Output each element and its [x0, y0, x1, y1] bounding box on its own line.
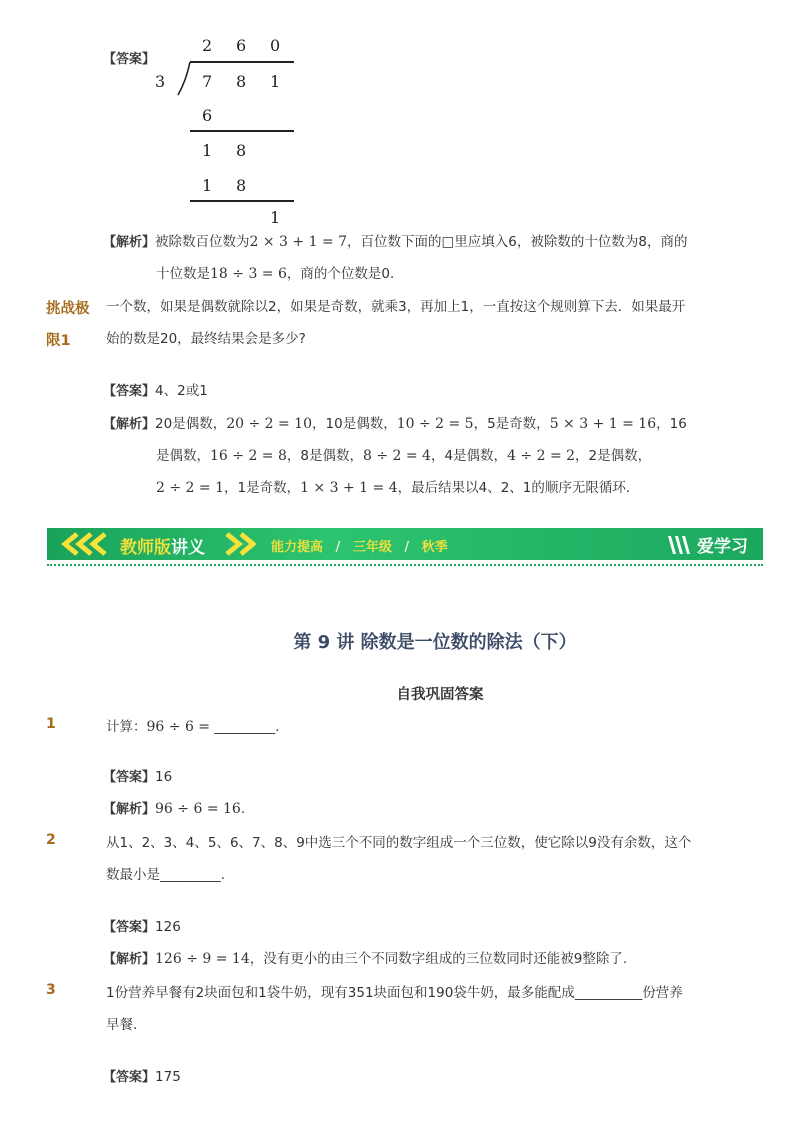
question-text	[106, 866, 225, 884]
text: ，10是偶数，	[312, 416, 397, 432]
breadcrumb-sep: /	[335, 540, 341, 555]
dividend-digit: 1	[270, 72, 281, 91]
analysis-segments	[155, 416, 687, 432]
math: 5 × 3 + 1 = 16	[549, 416, 657, 432]
question-text: 早餐.	[106, 1017, 138, 1033]
text: 十位数是	[156, 266, 210, 282]
analysis-line	[103, 415, 687, 434]
chevron-right-icon	[223, 532, 263, 556]
analysis-line	[103, 950, 627, 969]
text: 份营养	[642, 985, 683, 1001]
text: ，2是偶数，	[575, 448, 652, 464]
analysis-tag: 【解析】	[103, 235, 156, 250]
answer-tag: 【答案】	[103, 1070, 156, 1085]
step-line	[190, 130, 294, 132]
lesson-title: 第 9 讲 除数是一位数的除法（下）	[293, 632, 577, 653]
answer-value: 175	[155, 1069, 181, 1085]
step-digit: 8	[236, 176, 247, 195]
math: 4 ÷ 2 = 2	[507, 448, 576, 464]
division-bracket	[176, 61, 194, 97]
section-subtitle: 自我巩固答案	[396, 687, 484, 703]
question-text: 从1、2、3、4、5、6、7、8、9中选三个不同的数字组成一个三位数，使它除以9没有余数，这个	[106, 835, 692, 851]
math: 126 ÷ 9 = 14	[155, 951, 250, 967]
text: ，16	[656, 416, 687, 432]
analysis-line	[103, 800, 245, 819]
text: .	[275, 719, 280, 735]
text: 20是偶数，	[155, 416, 227, 432]
text: .	[240, 801, 246, 817]
answer-line	[103, 768, 172, 787]
answer-value: 4、2或1	[155, 383, 208, 399]
text: ，4是偶数，	[430, 448, 508, 464]
math: 8 ÷ 2 = 4	[362, 448, 431, 464]
text: 数最小是	[106, 867, 160, 883]
answer-tag: 【答案】	[103, 384, 156, 399]
answer-line	[103, 382, 208, 401]
answer-line	[103, 1068, 181, 1087]
answer-tag: 【答案】	[103, 920, 156, 935]
breadcrumb-sep: /	[404, 540, 410, 555]
breadcrumb-item: 能力提高	[271, 540, 324, 555]
division-bar	[190, 61, 294, 63]
text: ，5是奇数，	[473, 416, 550, 432]
math: 18 ÷ 3 = 6	[210, 266, 287, 282]
analysis-line	[156, 479, 639, 497]
answer-blank: __________	[574, 985, 643, 1001]
math: 96 ÷ 6 =	[146, 719, 211, 735]
header-banner	[47, 528, 763, 560]
dividend-digit: 7	[202, 72, 213, 91]
question-number: 3	[46, 982, 56, 998]
breadcrumb-item: 三年级	[352, 540, 392, 555]
analysis-tag: 【解析】	[103, 417, 156, 432]
banner-title-b: 讲义	[171, 538, 205, 558]
quotient-digit: 2	[202, 36, 213, 55]
divisor: 3	[155, 72, 166, 91]
question-number: 1	[46, 716, 56, 732]
math: 10 ÷ 2 = 5	[396, 416, 474, 432]
remainder: 1	[270, 208, 281, 227]
math: 16 ÷ 2 = 8	[210, 448, 287, 464]
breadcrumb	[271, 536, 448, 555]
analysis-tag: 【解析】	[103, 952, 156, 967]
brand-name: 爱学习	[697, 537, 748, 557]
banner-title	[120, 533, 205, 558]
answer-value: 16	[155, 769, 173, 785]
step-digit: 8	[236, 141, 247, 160]
quotient-digit: 6	[236, 36, 247, 55]
question-text	[106, 718, 279, 736]
text: 被除数百位数为	[155, 234, 250, 250]
brand-logo-icon	[665, 532, 695, 556]
question-text	[106, 984, 683, 1002]
text: 1份营养早餐有2块面包和1袋牛奶，现有351块面包和190袋牛奶，最多能配成	[106, 985, 575, 1001]
text: ，8是偶数，	[286, 448, 363, 464]
step-digit: 1	[202, 141, 213, 160]
text: 是偶数，	[156, 448, 210, 464]
answer-blank: _________	[160, 867, 221, 883]
math: 2 × 3 + 1 = 7	[249, 234, 348, 250]
question-number: 2	[46, 832, 56, 848]
step-line	[190, 200, 294, 202]
text: ，商的个位数是0．	[286, 266, 404, 282]
analysis-tag: 【解析】	[103, 802, 156, 817]
banner-divider	[47, 564, 763, 566]
banner-title-a: 教师版	[120, 538, 171, 558]
quotient-digit: 0	[270, 36, 281, 55]
math: 2 ÷ 2 = 1	[156, 480, 224, 496]
text: 计算：	[106, 719, 147, 735]
answer-value: 126	[155, 919, 181, 935]
analysis-line	[156, 447, 651, 465]
dividend-digit: 8	[236, 72, 247, 91]
analysis-line	[103, 233, 687, 252]
answer-tag: 【答案】	[103, 770, 156, 785]
math: 20 ÷ 2 = 10	[226, 416, 313, 432]
math: 1 × 3 + 1 = 4	[300, 480, 398, 496]
text: ，没有更小的由三个不同数字组成的三位数同时还能被9整除了.	[249, 951, 628, 967]
answer-blank: _________	[214, 719, 276, 735]
text: ，1是奇数，	[223, 480, 301, 496]
challenge-label: 限1	[46, 333, 71, 349]
text: .	[220, 867, 226, 883]
question-text: 一个数，如果是偶数就除以2，如果是奇数，就乘3，再加上1，一直按这个规则算下去．如果最开	[106, 299, 686, 315]
chevron-left-icon	[57, 532, 117, 556]
step-digit: 1	[202, 176, 213, 195]
step-digit: 6	[202, 106, 213, 125]
challenge-label: 挑战极	[46, 301, 90, 317]
math: 96 ÷ 6 = 16	[155, 801, 241, 817]
answer-tag: 【答案】	[103, 52, 156, 67]
text: ，最后结果以4、2、1的顺序无限循环．	[397, 480, 640, 496]
question-text: 始的数是20，最终结果会是多少?	[106, 331, 306, 347]
text: ，百位数下面的□里应填入6，被除数的十位数为8，商的	[347, 234, 688, 250]
answer-line	[103, 918, 181, 937]
analysis-line	[156, 265, 403, 283]
breadcrumb-item: 秋季	[421, 540, 448, 555]
